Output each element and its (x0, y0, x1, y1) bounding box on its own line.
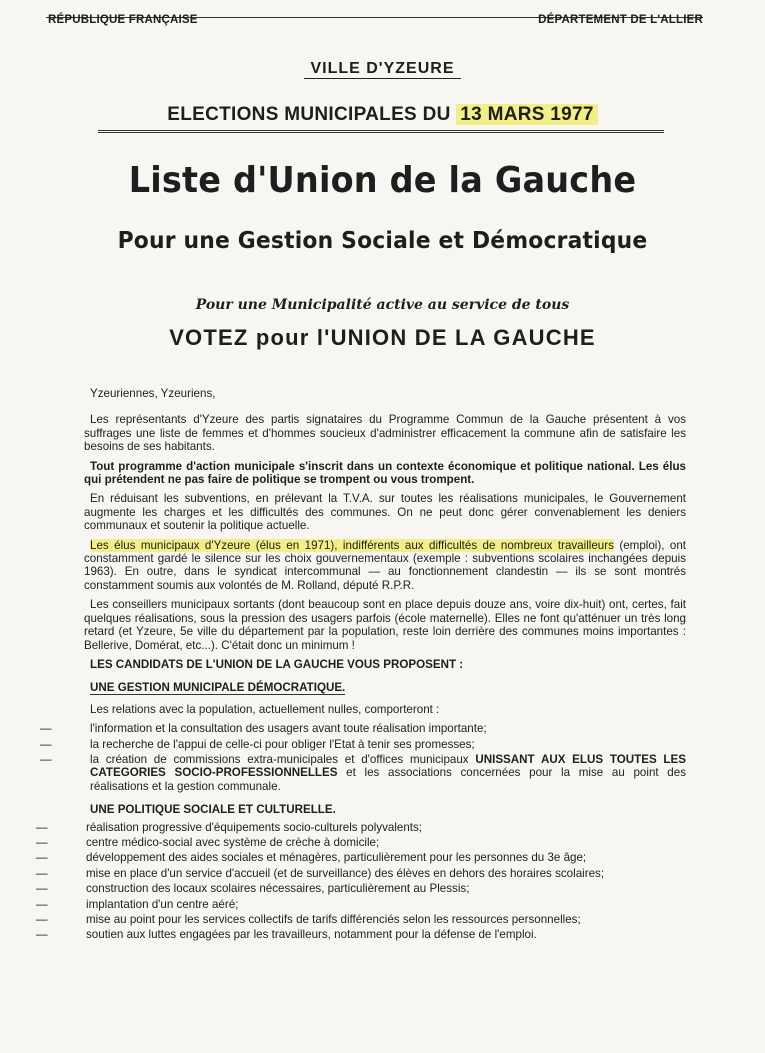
dash-bullet: — (36, 851, 48, 865)
list-item-emphasis: UNISSANT AUX ELUS TOUTES LES CATEGORIES SOCIO-PROFESSIONNELLES (90, 752, 686, 780)
paragraph-4-rest: (emploi), ont constamment gardé le silence sur les choix gouvernementaux (exemple : subventions scolaires inchangées depuis 1963). En outre, dans le syndicat intercommunal — au fonctionnement clandestin — ils se sont montrés constamment soumis aux volontés de M. Rolland, député R.P.R. (84, 538, 687, 592)
paragraph-5: Les conseillers municipaux sortants (dont beaucoup sont en place depuis douze ans, voire dix-huit) ont, certes, fait quelques réalisations, sous la pression des usagers parfois (école maternelle). Elles ne font qu'atténuer un très long retard (et Yzeure, 5e ville du département par la population, reste loin derrière des communes moins importantes : Bellerive, Domérat, etc...). C'était donc un minimum ! (84, 598, 686, 652)
dash-bullet: — (40, 752, 52, 766)
section-1-intro: Les relations avec la population, actuellement nulles, comporteront : (90, 702, 440, 716)
section-1-list (40, 722, 687, 793)
list-item (36, 928, 686, 942)
paragraph-2: Tout programme d'action municipale s'inscrit dans un contexte économique et politique national. Les élus qui prétendent ne pas faire de politique se trompent ou vous trompent. (84, 459, 686, 487)
subtitle: Pour une Gestion Sociale et Démocratique (117, 228, 648, 254)
list-item-text: et les associations concernées pour la mise au point des réalisations et la gestion communale. (90, 766, 687, 793)
dash-bullet: — (36, 897, 48, 911)
main-title: Liste d'Union de la Gauche (128, 160, 637, 201)
section-2-list (36, 820, 686, 942)
list-item-text: soutien aux luttes engagées par les travailleurs, notamment pour la défense de l'emploi. (86, 928, 537, 942)
list-item (36, 897, 686, 911)
list-item (36, 866, 686, 880)
list-item (36, 820, 686, 834)
dash-bullet: — (36, 913, 48, 926)
tagline: Pour une Municipalité active au service de tous (195, 297, 570, 313)
dash-bullet: — (36, 820, 48, 834)
list-item-text: l'information et la consultation des usagers avant toute réalisation importante; (90, 722, 487, 736)
list-item-text: la création de commissions extra-municipales et d'offices municipaux (90, 752, 476, 766)
elections-heading (0, 104, 765, 126)
greeting: Yzeuriennes, Yzeuriens, (90, 387, 216, 400)
list-item-text: implantation d'un centre aéré; (86, 897, 239, 911)
paragraph-4-highlight: Les élus municipaux d'Yzeure (élus en 1971), indifférents aux difficultés de nombreux travailleurs (90, 538, 614, 552)
page-header (46, 14, 703, 26)
proposals-heading: LES CANDIDATS DE L'UNION DE LA GAUCHE VOUS PROPOSENT : (90, 657, 464, 671)
paragraph-3: En réduisant les subventions, en prélevant la T.V.A. sur toutes les réalisations municipales, le Gouvernement augmente les charges et les difficultés des communes. On ne peut donc gérer convenablement les deniers communaux et soutenir la politique actuelle. (84, 492, 686, 533)
section-1-title (84, 681, 686, 694)
list-item (40, 752, 687, 793)
list-item-text: développement des aides sociales et ménagères, particulièrement pour les personnes du 3e âge; (86, 851, 587, 865)
elections-date: 13 MARS 1977 (456, 104, 598, 125)
town-name: VILLE D'YZEURE (304, 60, 460, 79)
divider (98, 130, 664, 133)
header-left: RÉPUBLIQUE FRANÇAISE (48, 14, 198, 26)
dash-bullet: — (36, 882, 48, 896)
list-item-text: mise au point pour les services collectifs de tarifs différenciés selon les ressources personnelles; (86, 913, 581, 926)
list-item (40, 737, 686, 751)
list-item (36, 835, 686, 849)
list-item (40, 722, 686, 736)
section-2-title: UNE POLITIQUE SOCIALE ET CULTURELLE. (90, 803, 336, 817)
elections-prefix: ELECTIONS MUNICIPALES DU (167, 104, 451, 125)
dash-bullet: — (36, 928, 48, 942)
list-item (36, 913, 686, 926)
list-item (36, 882, 686, 896)
dash-bullet: — (40, 722, 52, 736)
leaflet-body (36, 387, 687, 948)
town-title (0, 60, 765, 78)
list-item (36, 851, 686, 865)
section-1-title-text: UNE GESTION MUNICIPALE DÉMOCRATIQUE. (90, 681, 346, 695)
dash-bullet: — (40, 737, 52, 751)
vote-slogan: VOTEZ pour l'UNION DE LA GAUCHE (169, 325, 596, 350)
paragraph-1: Les représentants d'Yzeure des partis signataires du Programme Commun de la Gauche présentent à vos suffrages une liste de femmes et d'hommes soucieux d'administrer efficacement la commune afin de satisfaire les besoins de ses habitants. (84, 413, 686, 454)
paragraph-4 (84, 539, 686, 593)
header-right: DÉPARTEMENT DE L'ALLIER (538, 14, 703, 26)
dash-bullet: — (36, 835, 48, 849)
list-item-text: construction des locaux scolaires nécessaires, particulièrement au Plessis; (86, 882, 470, 896)
list-item-text: centre médico-social avec système de crèche à domicile; (86, 835, 380, 849)
list-item-text: mise en place d'un service d'accueil (et de surveillance) des élèves en dehors des horaires scolaires; (86, 866, 605, 880)
list-item-text: la recherche de l'appui de celle-ci pour obliger l'Etat à tenir ses promesses; (90, 737, 475, 751)
dash-bullet: — (36, 866, 48, 880)
list-item-text: réalisation progressive d'équipements socio-culturels polyvalents; (86, 820, 423, 834)
